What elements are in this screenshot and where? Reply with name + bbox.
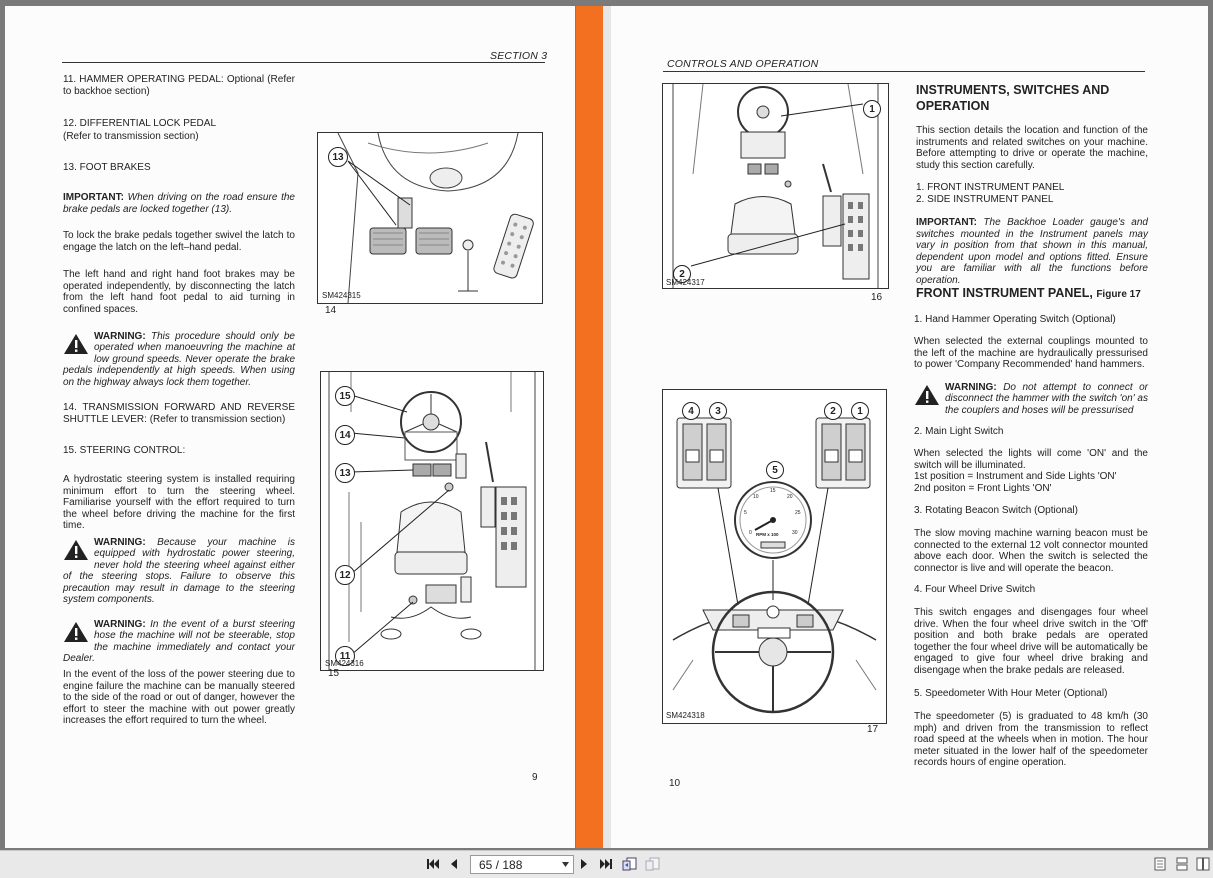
back-view-icon [622,857,638,871]
go-forward-button[interactable] [644,855,662,873]
warning-3 [63,619,295,665]
page-number: 10 [669,778,681,789]
warning-hammer [914,382,1148,416]
switch-4-text: This switch engages and disengages four wheel drive. When the four wheel drive switch in the 'Off' position and both brake pedals are operated together the four wheel drive will be automatically be engaged to give four wheel drive braking and disengage when the brake pedals are released. [914,607,1148,676]
callout-2: 2 [824,402,842,420]
last-page-icon [599,858,613,870]
callout-12: 12 [335,565,355,585]
figure-16-cab-overview [662,83,889,289]
page-indicator: 65 / 188 [479,857,523,872]
warning-icon [63,333,89,355]
callout-14: 14 [335,425,355,445]
warning-label: WARNING: [94,619,146,630]
continuous-view-button[interactable] [1174,855,1190,873]
next-page-icon [579,858,589,870]
warning-icon [63,621,89,643]
callout-2: 2 [673,265,691,283]
intro-paragraph: This section details the location and function of the instruments and related switches on your machine. Before attempting to drive or operate the machine, study this section carefully. [916,125,1148,171]
page-number-input[interactable] [470,855,574,874]
brakes-paragraph: The left hand and right hand foot brakes may be operated independently, by disconnecting the latch from the left hand foot pedal to aid turning in confined spaces. [63,269,295,315]
item-14: 14. TRANSMISSION FORWARD AND REVERSE SHUTTLE LEVER: (Refer to transmission section) [63,402,295,425]
item-11: 11. HAMMER OPERATING PEDAL: Optional (Refer to backhoe section) [63,74,295,97]
callout-15: 15 [335,386,355,406]
important-note [916,217,1148,287]
important-label: IMPORTANT: [63,192,124,203]
gauge-5-text: The speedometer (5) is graduated to 48 km/h (30 mph) and driven from the transmission to reflect road speed at the wheels when in motion. The hour meter situated in the lower half of the speedometer records hours of engine operation. [914,711,1148,769]
warning-text: In the event of a burst steering hose the machine will not be steerable, stop the machine immediately and contact your Dealer. [63,619,295,665]
warning-text: Do not attempt to connect or disconnect the hammer with the switch 'on' as the couplers and hoses will be pressurised [945,382,1149,416]
important-label: IMPORTANT: [916,217,977,228]
section-header: CONTROLS AND OPERATION [667,58,819,70]
switch-3-text: The slow moving machine warning beacon must be connected to the external 12 volt connector mounted above each door. When the switch is selected the connector is live and will operate the beacon. [914,528,1148,574]
switch-4-title: 4. Four Wheel Drive Switch [914,584,1036,595]
figure-code: SM424318 [666,711,705,720]
single-page-view-button[interactable] [1152,855,1168,873]
cab-controls-illustration [321,372,543,670]
callout-4: 4 [682,402,700,420]
sub-heading-text: FRONT INSTRUMENT PANEL, [916,286,1093,300]
two-page-view-button[interactable] [1195,855,1211,873]
warning-1 [63,331,295,388]
next-page-button[interactable] [576,855,592,873]
figure-15-cab-controls [320,371,544,671]
item-12-title: 12. DIFFERENTIAL LOCK PEDAL [63,118,217,129]
warning-icon [914,384,940,406]
warning-text: Because your machine is equipped with hydrostatic power steering, never hold the steering wheel against either of the steering stops. Failure to observe this precaution may result in damage to the steering system components. [63,537,295,606]
warning-text: This procedure should only be operated when manoeuvring the machine at low ground speeds. Never operate the brake pedals independently at high speeds. When using on the highway always lock them together. [63,331,295,388]
page-number: 9 [532,772,538,783]
important-text: When driving on the road ensure the brake pedals are locked together (13). [63,192,295,215]
forward-view-icon [645,857,661,871]
important-note [63,192,295,215]
switch-2-text: When selected the lights will come 'ON' and the switch will be illuminated. [914,448,1148,471]
gauge-5-title: 5. Speedometer With Hour Meter (Optional) [914,688,1108,699]
header-rule [663,71,1145,72]
sub-heading-figure-ref: Figure 17 [1096,289,1141,300]
switch-2-title: 2. Main Light Switch [914,426,1004,437]
figure-17-number: 17 [867,724,879,735]
item-13: 13. FOOT BRAKES [63,162,151,173]
figure-code: SM424317 [666,278,705,287]
gauge-tick: 25 [795,510,801,516]
warning-label: WARNING: [94,331,146,342]
figure-15-number: 15 [328,668,340,679]
gauge-label: RPM x 100 [756,532,779,537]
figure-code: SM424315 [322,291,361,300]
list-item-1: 1. FRONT INSTRUMENT PANEL [916,182,1065,193]
important-text: The Backhoe Loader gauge's and switches mounted in the Instrument panels may vary in position from that shown in this manual, dependent upon model and options fitted. Ensure you are familiar with all the functions before operation. [916,217,1148,286]
first-page-button[interactable] [424,855,442,873]
first-page-icon [426,858,440,870]
header-rule [62,62,545,63]
cab-overview-illustration [663,84,888,288]
figure-14-brake-pedals [317,132,543,304]
figure-code: SM424316 [325,659,364,668]
switch-1-title: 1. Hand Hammer Operating Switch (Optional) [914,314,1116,325]
previous-page-icon [449,858,459,870]
steering-paragraph: A hydrostatic steering system is installed requiring minimum effort to turn the steering wheel. Familiarise yourself with the effort required to turn the wheel before driving the machine for the first time. [63,474,295,532]
gauge-tick: 15 [770,488,776,494]
right-page [611,6,1208,848]
switch-3-title: 3. Rotating Beacon Switch (Optional) [914,505,1078,516]
item-12-ref: (Refer to transmission section) [63,131,199,142]
item-15: 15. STEERING CONTROL: [63,445,186,456]
callout-3: 3 [709,402,727,420]
section-header: SECTION 3 [490,50,548,62]
page-heading: INSTRUMENTS, SWITCHES AND OPERATION [916,83,1110,113]
two-page-icon [1196,857,1210,871]
lock-paragraph: To lock the brake pedals together swivel the latch to engage the latch on the left–hand pedal. [63,230,295,253]
chevron-down-icon[interactable] [562,862,569,867]
last-page-button[interactable] [597,855,615,873]
warning-label: WARNING: [94,537,146,548]
sub-heading [916,286,1156,300]
callout-1: 1 [863,100,881,118]
warning-icon [63,539,89,561]
brake-pedal-illustration [318,133,542,303]
left-page [5,6,575,848]
previous-page-button[interactable] [446,855,462,873]
gauge-tick: 20 [787,494,793,500]
page-spine [576,6,603,848]
callout-5: 5 [766,461,784,479]
power-loss-paragraph: In the event of the loss of the power steering due to engine failure the machine can be manually steered to the side of the road or out of danger, however the effort to steer the machine with out power greatly increases the effort required to turn the wheel. [63,669,295,727]
figure-16-number: 16 [871,292,883,303]
continuous-page-icon [1176,857,1188,871]
single-page-icon [1154,857,1166,871]
page-gutter [603,6,611,848]
front-panel-illustration [663,390,886,723]
callout-11: 11 [335,646,355,666]
gauge-tick: 0 [749,530,752,536]
switch-1-text: When selected the external couplings mounted to the left of the machine are hydraulically pressurised to power 'Company Recommended' hand hammers. [914,336,1148,371]
callout-13: 13 [335,463,355,483]
callout-1: 1 [851,402,869,420]
figure-14-number: 14 [325,305,337,316]
list-item-2: 2. SIDE INSTRUMENT PANEL [916,194,1054,205]
go-back-button[interactable] [621,855,639,873]
switch-2-line-1: 1st position = Instrument and Side Lights 'ON' [914,471,1117,482]
viewer-toolbar [0,850,1213,878]
gauge-tick: 5 [744,510,747,516]
figure-17-front-instrument-panel [662,389,887,724]
warning-2 [63,537,295,605]
gauge-tick: 30 [792,530,798,536]
warning-label: WARNING: [945,382,997,393]
switch-2-line-2: 2nd positon = Front Lights 'ON' [914,483,1052,494]
gauge-tick: 10 [753,494,759,500]
callout-13: 13 [328,147,348,167]
